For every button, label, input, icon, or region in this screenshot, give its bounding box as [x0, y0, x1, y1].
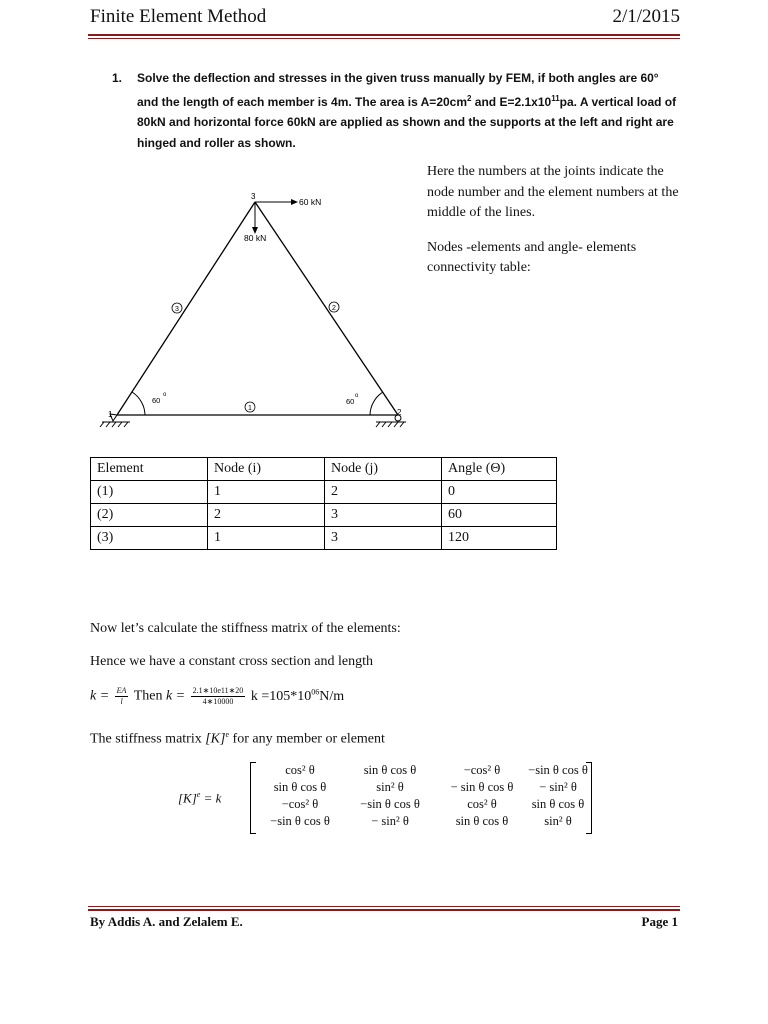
matrix-cell: sin θ cos θ — [273, 780, 327, 794]
matrix-intro — [90, 730, 385, 748]
footer-authors: By Addis A. and Zelalem E. — [90, 914, 243, 929]
table-header: Angle (Θ) — [442, 458, 557, 481]
table-cell: 1 — [208, 527, 325, 550]
problem-text-c: pa. A vertical load of 80kN and horizontal force 60kN are applied as shown and the supports at the left and right are hinged and roller as shown. — [137, 94, 677, 150]
k-result-exponent: 06 — [311, 687, 320, 697]
table-header: Element — [91, 458, 208, 481]
table-row — [91, 504, 557, 527]
matrix-cell: − sin² θ — [539, 780, 577, 794]
footer-page-number: Page 1 — [641, 914, 678, 929]
matrix-bracket-right — [586, 762, 592, 834]
matrix-cell: sin θ cos θ — [455, 814, 509, 828]
k-equals: k = — [90, 688, 110, 704]
table-header: Node (j) — [325, 458, 442, 481]
matrix-cell: cos² θ — [285, 763, 315, 777]
table-cell: (1) — [91, 481, 208, 504]
matrix-cell: −cos² θ — [281, 797, 319, 811]
hinge-support — [100, 414, 130, 427]
matrix-label-rhs: = k — [200, 790, 222, 806]
footer-rule-thin — [88, 906, 680, 907]
stiffness-formula — [90, 686, 344, 707]
problem-text-a: Solve the deflection and stresses in the given truss manually by FEM, if both angles are 60° and the length of each member is 4m. The area is A=20cm — [137, 71, 659, 109]
header-rule — [88, 34, 680, 36]
k-equals-2: k = — [165, 688, 186, 704]
table-row — [91, 527, 557, 550]
matrix-cell: −sin θ cos θ — [270, 814, 330, 828]
matrix-cell: cos² θ — [467, 797, 497, 811]
matrix-cell: − sin θ cos θ — [450, 780, 514, 794]
problem-text-b: and E=2.1x10 — [471, 94, 552, 109]
table-row — [91, 481, 557, 504]
matrix-row — [256, 796, 588, 813]
numeric-fraction — [191, 686, 246, 707]
table-cell: 2 — [325, 481, 442, 504]
table-cell: 2 — [208, 504, 325, 527]
matrix-cell: sin² θ — [376, 780, 404, 794]
stiffness-intro: Now let’s calculate the stiffness matrix of the elements: — [90, 621, 401, 636]
matrix-row — [256, 779, 588, 796]
matrix-cell: −sin θ cos θ — [528, 763, 588, 777]
problem-number: 1. — [112, 71, 123, 85]
table-header: Node (i) — [208, 458, 325, 481]
k-result-unit: N/m — [319, 688, 345, 704]
matrix-cell: sin θ cos θ — [531, 797, 585, 811]
truss-diagram — [88, 185, 418, 440]
angle-left-degree: o — [163, 392, 167, 398]
horizontal-load-label: 60 kN — [299, 197, 322, 207]
matrix-cell: sin² θ — [544, 814, 572, 828]
matrix-symbol: [K] — [205, 731, 226, 747]
cross-section-note: Hence we have a constant cross section and length — [90, 654, 374, 669]
table-cell: (3) — [91, 527, 208, 550]
header-date: 2/1/2015 — [612, 6, 680, 27]
matrix-row — [256, 762, 588, 779]
vertical-load-label: 80 kN — [244, 233, 267, 243]
table-cell: 3 — [325, 527, 442, 550]
angle-left-label: 60 — [152, 396, 161, 405]
problem-text — [137, 68, 682, 153]
roller-support — [376, 415, 406, 427]
table-cell: 120 — [442, 527, 557, 550]
element-1-label: 1 — [248, 405, 252, 412]
side-note-2: Nodes -elements and angle- elements connectivity table: — [427, 239, 637, 275]
angle-right-degree: o — [355, 393, 359, 399]
header-rule-thin — [88, 38, 680, 39]
matrix-cell: sin θ cos θ — [363, 763, 417, 777]
member-2 — [255, 202, 398, 415]
matrix-label — [178, 790, 221, 806]
matrix-table — [256, 762, 588, 830]
table-cell: (2) — [91, 504, 208, 527]
matrix-row — [256, 813, 588, 830]
table-cell: 1 — [208, 481, 325, 504]
k-result — [251, 689, 344, 704]
k-result-text: k =105*10 — [250, 688, 312, 704]
footer-rule — [88, 909, 680, 911]
angle-arc-left — [132, 392, 145, 415]
table-cell: 60 — [442, 504, 557, 527]
fraction-denominator: 4∗10000 — [202, 697, 234, 706]
table-header-row — [91, 458, 557, 481]
side-notes — [427, 162, 687, 293]
matrix-symbol-sup: e — [225, 730, 230, 739]
matrix-label-sup: e — [196, 790, 201, 799]
matrix-cell: −cos² θ — [463, 763, 501, 777]
fraction-numerator: EA — [116, 686, 127, 695]
element-2-label: 2 — [332, 305, 336, 312]
table-cell: 0 — [442, 481, 557, 504]
angle-arc-right — [370, 392, 383, 415]
problem-statement — [112, 68, 682, 153]
fraction-numerator: 2.1∗10e11∗20 — [192, 686, 244, 695]
node-2-label: 2 — [397, 408, 402, 417]
connectivity-table — [90, 457, 557, 550]
side-note-1: Here the numbers at the joints indicate the node number and the element numbers at the middle of the lines. — [427, 164, 679, 220]
ea-over-l-fraction — [115, 686, 129, 707]
matrix-label-k: [K] — [178, 790, 197, 806]
matrix-cell: − sin² θ — [371, 814, 409, 828]
fraction-denominator: l — [120, 697, 123, 706]
problem-sup-a: 2 — [467, 93, 472, 103]
table-cell: 3 — [325, 504, 442, 527]
matrix-intro-tail: for any member or element — [229, 731, 385, 747]
angle-right-label: 60 — [346, 397, 355, 406]
matrix-cell: −sin θ cos θ — [360, 797, 420, 811]
node-1-label: 1 — [108, 410, 113, 419]
matrix-intro-text: The stiffness matrix — [90, 731, 202, 747]
element-3-label: 3 — [175, 306, 179, 313]
member-3 — [117, 202, 255, 415]
stiffness-matrix — [178, 760, 598, 840]
header-title: Finite Element Method — [90, 6, 267, 27]
then-word: Then — [133, 688, 163, 704]
node-3-label: 3 — [251, 192, 256, 201]
problem-sup-b: 11 — [551, 93, 560, 103]
matrix-body — [250, 760, 592, 836]
